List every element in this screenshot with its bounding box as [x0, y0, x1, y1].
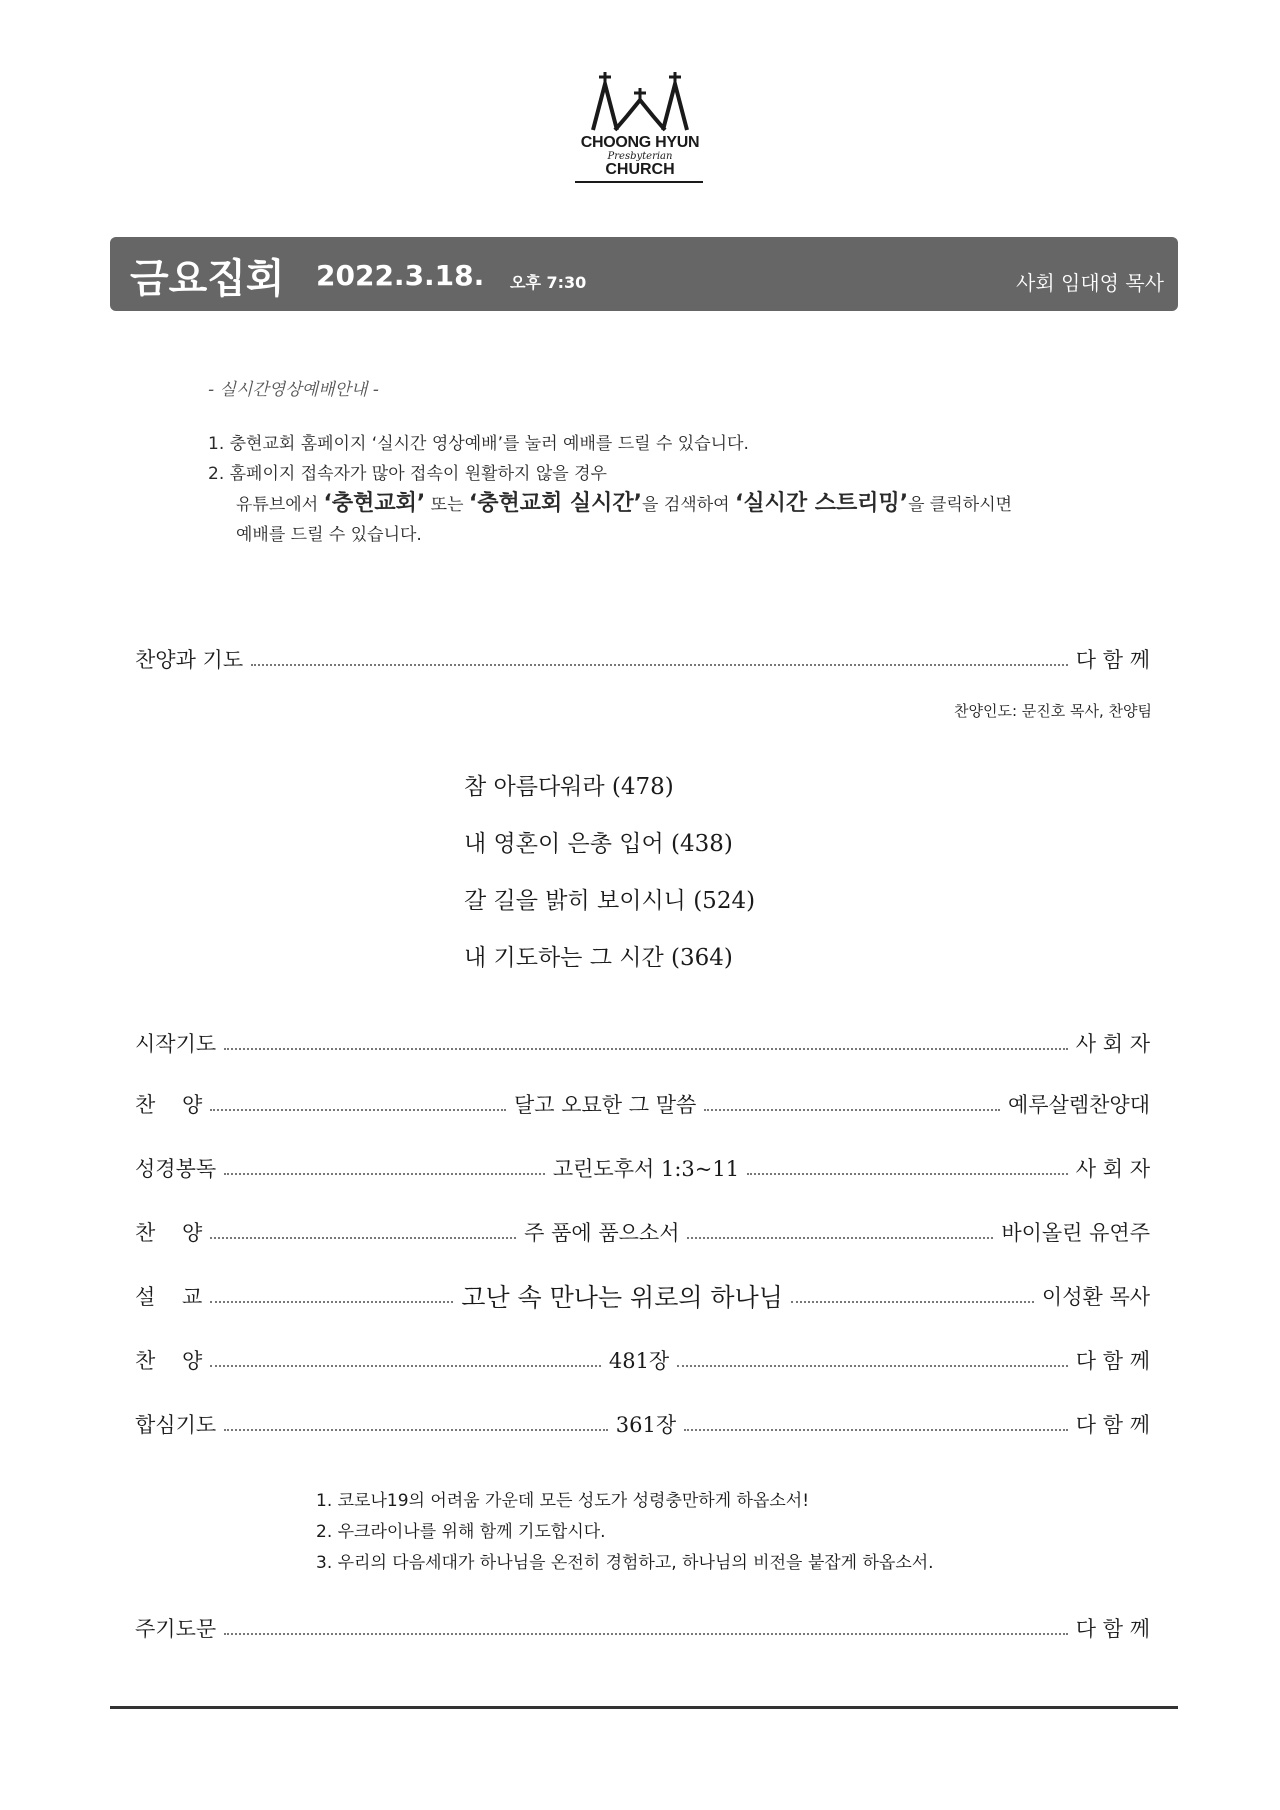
logo-underline: [575, 181, 703, 183]
church-spires-icon: [585, 70, 695, 132]
song-item: 내 영혼이 은총 입어 (438): [464, 831, 733, 857]
praise-leader-note: 찬양인도: 문진호 목사, 찬양팀: [953, 702, 1152, 720]
program-label: 합심기도: [135, 1413, 217, 1437]
program-leader: 사 회 자: [1075, 1157, 1151, 1181]
logo-name-line: CHOONG HYUN: [580, 134, 700, 151]
notice-item: 1. 충현교회 홈페이지 ‘실시간 영상예배’를 눌러 예배를 드릴 수 있습니다.: [208, 434, 749, 454]
program-label: 찬 양: [135, 1221, 203, 1245]
leader-dots: [210, 1237, 516, 1239]
program-leader: 다 함 께: [1075, 1617, 1150, 1641]
program-title: 361장: [615, 1413, 677, 1437]
leader-dots: [224, 1173, 545, 1175]
song-item: 참 아름다워라 (478): [464, 774, 674, 800]
program-leader: 다 함 께: [1075, 648, 1150, 672]
notice-text: 을 클릭하시면: [908, 495, 1013, 515]
leader-dots: [747, 1173, 1068, 1175]
notice-item: 예배를 드릴 수 있습니다.: [236, 525, 422, 545]
prayer-topic: 2. 우크라이나를 위해 함께 기도합시다.: [316, 1522, 606, 1542]
notice-heading: - 실시간영상예배안내 -: [208, 380, 379, 400]
program-title: 달고 오묘한 그 말씀: [513, 1093, 697, 1117]
logo-denomination-line: Presbyterian: [607, 151, 673, 162]
program-leader: 다 함 께: [1075, 1349, 1150, 1373]
prayer-topic: 1. 코로나19의 어려움 가운데 모든 성도가 성령충만하게 하옵소서!: [316, 1491, 810, 1511]
leader-dots: [684, 1429, 1068, 1431]
leader-dots: [224, 1633, 1068, 1635]
header-banner: [110, 237, 1178, 311]
notice-text: 유튜브에서: [236, 495, 324, 515]
program-row-hymn-1: [135, 1087, 1150, 1121]
program-label: 찬 양: [135, 1349, 203, 1373]
program-row-hymn-3: [135, 1343, 1150, 1377]
program-leader: 다 함 께: [1075, 1413, 1150, 1437]
sermon-title: 고난 속 만나는 위로의 하나님: [461, 1283, 783, 1312]
leader-dots: [251, 664, 1068, 666]
song-list: [464, 768, 755, 996]
prayer-topics: [316, 1486, 934, 1579]
program-title: 481장: [608, 1349, 670, 1373]
program-label: 시작기도: [135, 1032, 217, 1056]
program-row-scripture: [135, 1151, 1150, 1185]
notice-text: 을 검색하여: [642, 495, 735, 515]
service-host: 사회 임대영 목사: [1016, 271, 1164, 295]
song-item: 내 기도하는 그 시간 (364): [464, 945, 733, 971]
notice-youtube-line: [208, 489, 1158, 520]
notice-item: 2. 홈페이지 접속자가 많아 접속이 원활하지 않을 경우: [208, 464, 607, 484]
song-item: 갈 길을 밝히 보이시니 (524): [464, 888, 756, 914]
program-label: 찬 양: [135, 1093, 203, 1117]
program-row-sermon: [135, 1279, 1150, 1313]
notice-text: 또는: [425, 495, 469, 515]
program-row-joint-prayer: [135, 1407, 1150, 1441]
program-leader: 사 회 자: [1075, 1032, 1150, 1056]
program-row-lords-prayer: [135, 1611, 1150, 1645]
leader-dots: [210, 1365, 601, 1367]
program-row-opening-prayer: [135, 1026, 1150, 1060]
leader-dots: [687, 1237, 993, 1239]
bottom-divider: [110, 1706, 1178, 1709]
leader-dots: [224, 1048, 1068, 1050]
search-term: ‘충현교회’: [323, 491, 426, 516]
prayer-topic: 3. 우리의 다음세대가 하나님을 온전히 경험하고, 하나님의 비전을 붙잡게 하옵소서.: [316, 1553, 934, 1573]
service-date: 2022.3.18.: [316, 259, 485, 292]
program-label: 찬양과 기도: [135, 648, 244, 672]
program-row-praise: [135, 642, 1150, 676]
leader-dots: [210, 1301, 453, 1303]
program-label: 주기도문: [135, 1617, 217, 1641]
streaming-term: ‘실시간 스트리밍’: [734, 491, 909, 516]
livestream-notice: [208, 375, 1158, 550]
program-leader: 바이올린 유연주: [1001, 1221, 1151, 1245]
program-row-hymn-2: [135, 1215, 1150, 1249]
leader-dots: [224, 1429, 608, 1431]
program-leader: 이성환 목사: [1041, 1285, 1151, 1309]
program-label: 설 교: [135, 1285, 203, 1309]
service-time: 오후 7:30: [510, 273, 587, 292]
leader-dots: [677, 1365, 1068, 1367]
program-label: 성경봉독: [135, 1157, 217, 1181]
logo-church-line: CHURCH: [605, 161, 675, 178]
program-title: 고린도후서 1:3~11: [552, 1157, 740, 1181]
program-leader: 예루살렘찬양대: [1007, 1093, 1150, 1117]
leader-dots: [704, 1109, 1000, 1111]
leader-dots: [791, 1301, 1034, 1303]
search-term: ‘충현교회 실시간’: [468, 491, 643, 516]
leader-dots: [210, 1109, 506, 1111]
page-title: 금요집회: [130, 256, 285, 302]
program-title: 주 품에 품으소서: [524, 1221, 680, 1245]
church-logo: [575, 70, 705, 205]
